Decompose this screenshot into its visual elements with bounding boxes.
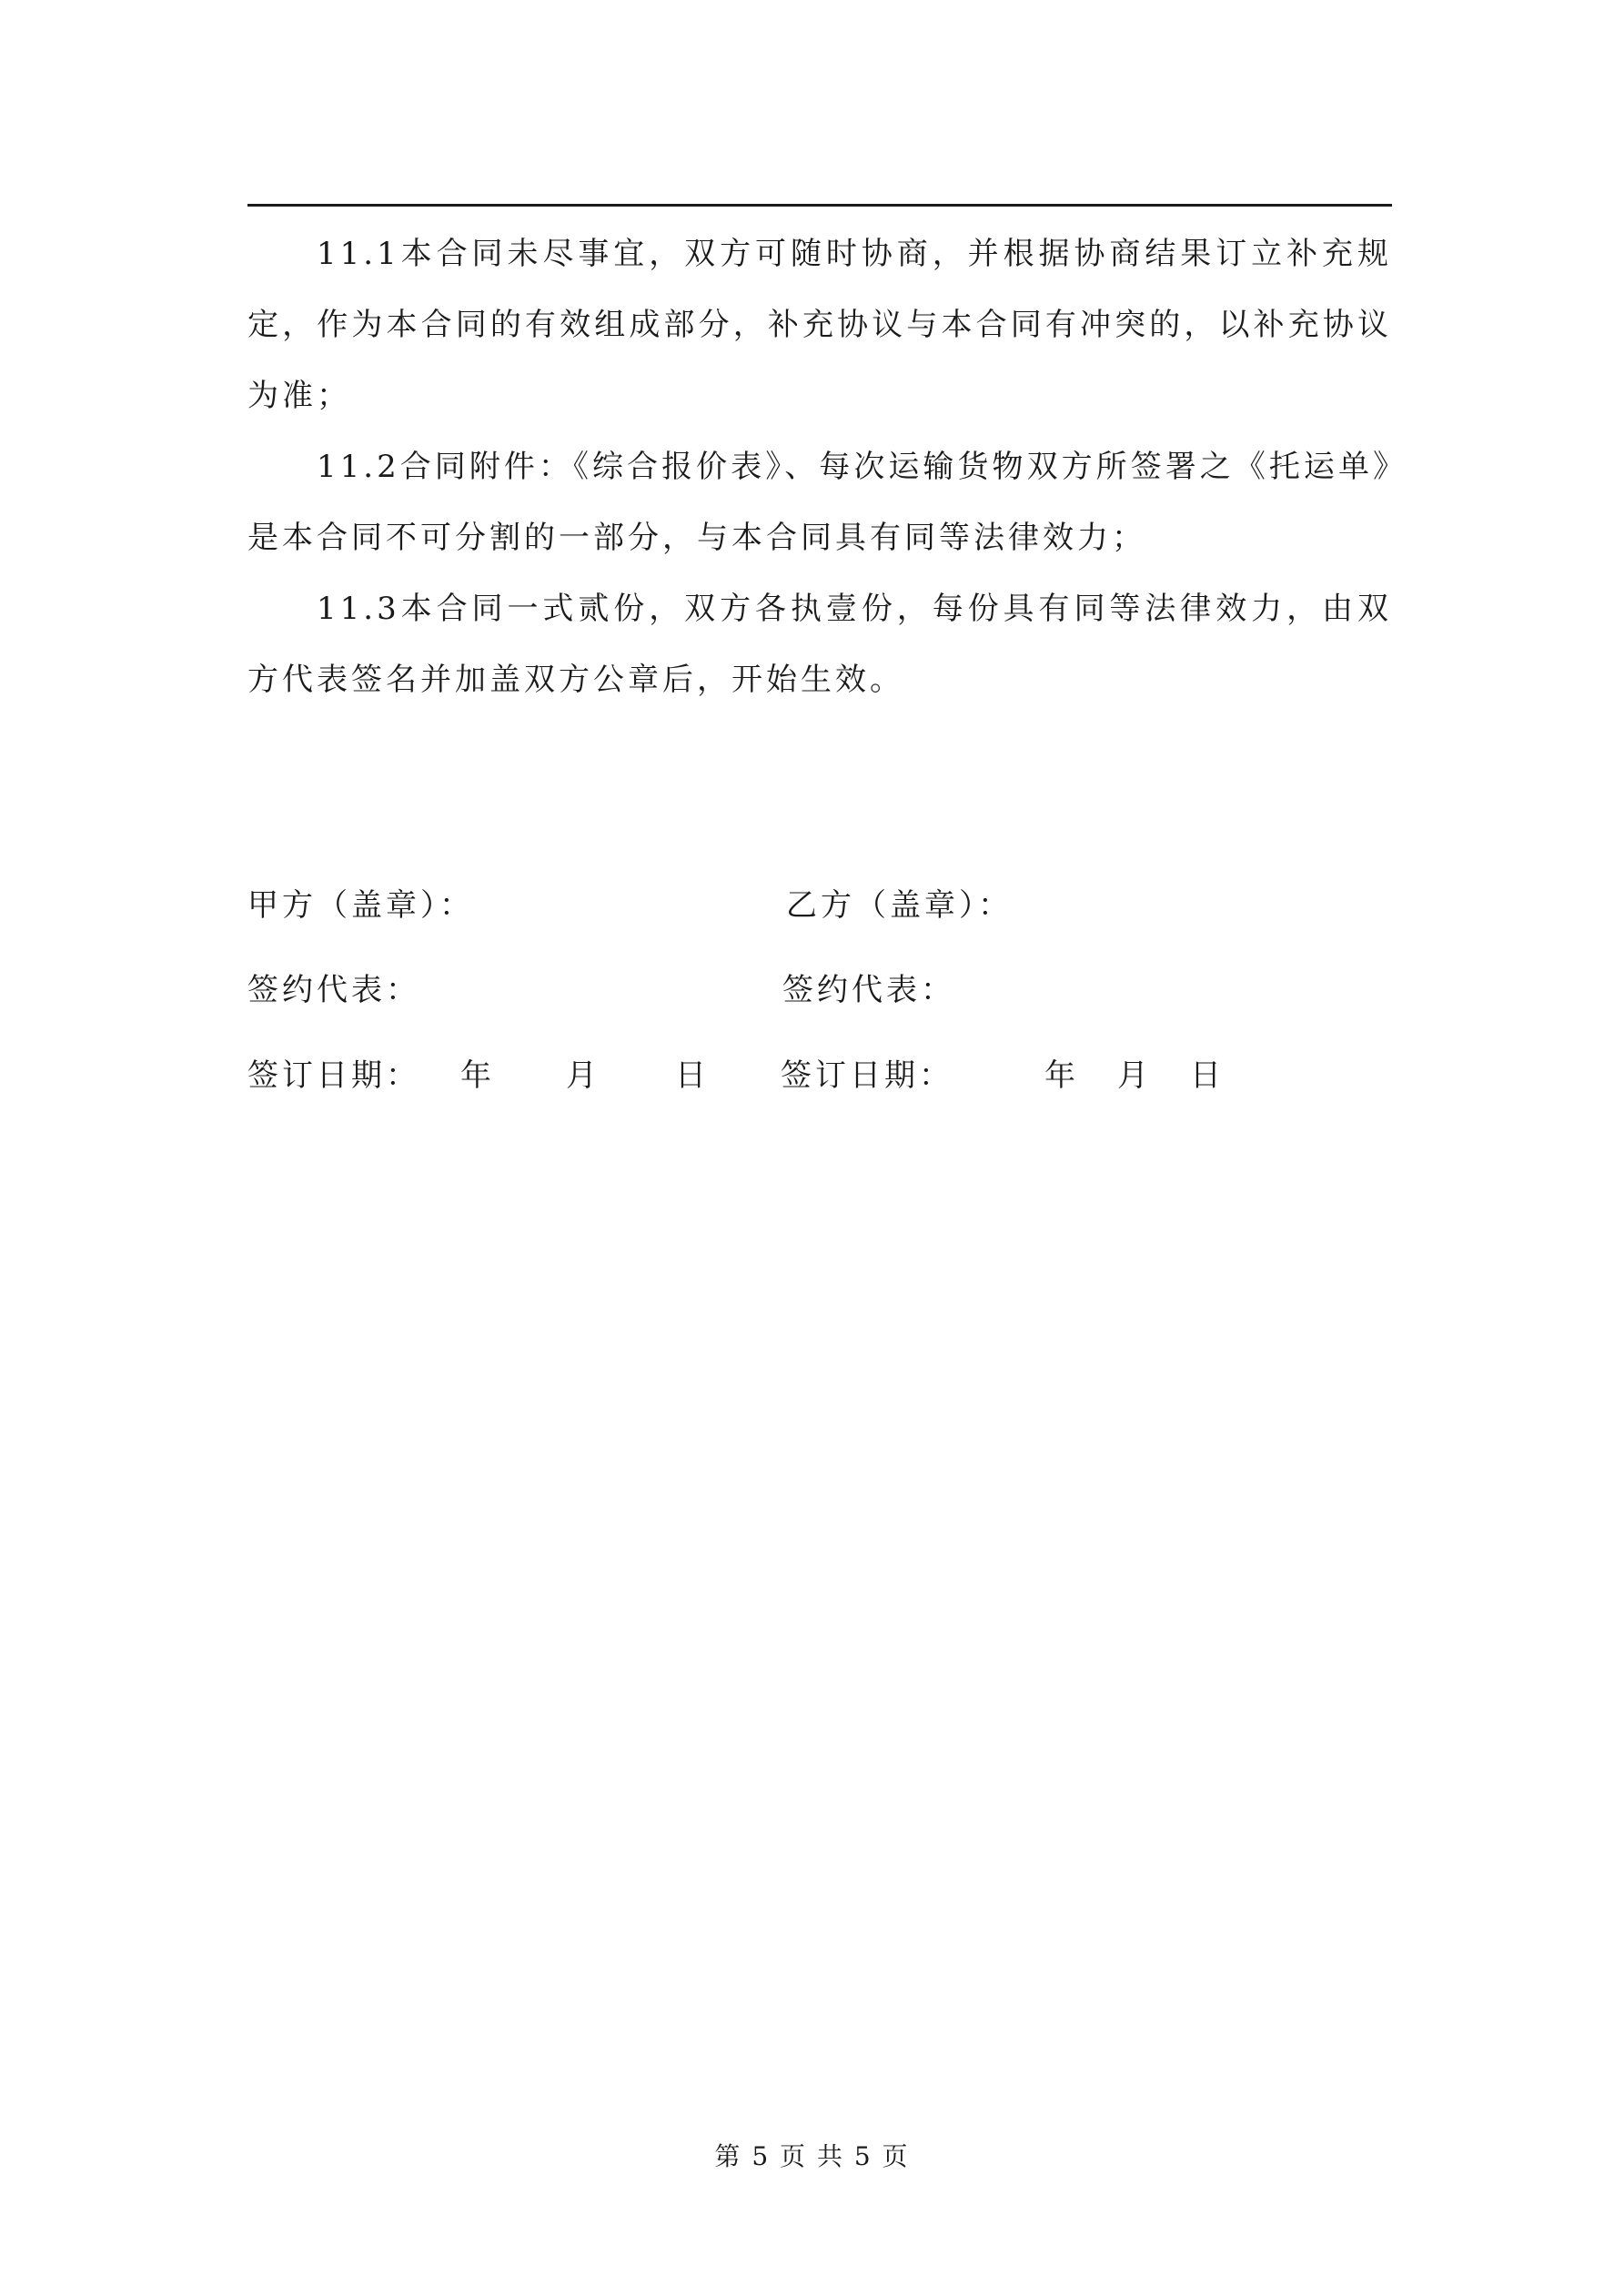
party-a-date-label: 签订日期： (247, 1057, 420, 1094)
party-a-day: 日 (675, 1057, 710, 1094)
page-footer: 第 5 页 共 5 页 (714, 2141, 910, 2171)
party-b-month: 月 (1117, 1057, 1152, 1094)
contract-clauses (247, 218, 1392, 715)
signature-date-row (247, 1048, 1392, 1103)
party-b-day: 日 (1190, 1057, 1225, 1094)
clause-11-3: 11.3本合同一式贰份，双方各执壹份，每份具有同等法律效力，由双方代表签名并加盖双方公章后，开始生效。 (247, 591, 1392, 698)
party-b-rep-label: 签约代表： (782, 972, 955, 1008)
signature-rep-row (247, 963, 1392, 1017)
clause-11-1: 11.1本合同未尽事宜，双方可随时协商，并根据协商结果订立补充规定，作为本合同的有效组成部分，补充协议与本合同有冲突的，以补充协议为准； (247, 236, 1392, 414)
clause-11-2: 11.2合同附件：《综合报价表》、每次运输货物双方所签署之《托运单》是本合同不可分割的一部分，与本合同具有同等法律效力； (247, 449, 1392, 556)
party-b-seal-label: 乙方（盖章）： (786, 887, 1013, 924)
header-rule (247, 204, 1392, 207)
party-a-seal-label: 甲方（盖章）： (247, 887, 474, 924)
party-a-year: 年 (460, 1057, 495, 1094)
signature-seal-row (247, 878, 1392, 933)
party-a-rep-label: 签约代表： (247, 972, 420, 1008)
party-b-date-label: 签订日期： (781, 1057, 953, 1094)
party-b-year: 年 (1044, 1057, 1079, 1094)
party-a-month: 月 (566, 1057, 600, 1094)
